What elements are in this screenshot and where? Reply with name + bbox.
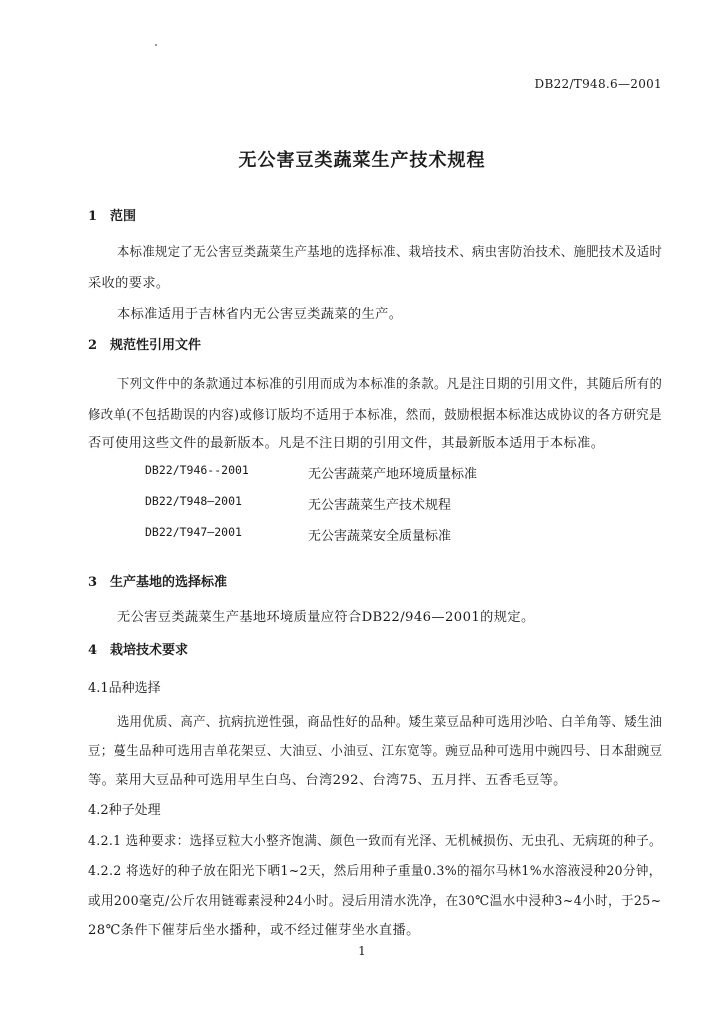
reference-code: DB22/T948—2001 <box>145 494 242 508</box>
page-title: 无公害豆类蔬菜生产技术规程 <box>238 150 486 171</box>
subsection-4-1-heading: 4.1品种选择 <box>88 681 161 696</box>
paragraph-line: 豆；蔓生品种可选用吉单花架豆、大油豆、小油豆、江东宽等。豌豆品种可选用中豌四号、日本甜豌豆 <box>88 744 663 759</box>
paragraph-line: 选用优质、高产、抗病抗逆性强，商品性好的品种。矮生菜豆品种可选用沙哈、白羊角等、矮生油 <box>117 715 663 730</box>
section-number: 3 <box>88 575 98 590</box>
section-title: 规范性引用文件 <box>110 338 202 353</box>
reference-name: 无公害蔬菜安全质量标准 <box>308 529 452 544</box>
section-2-heading <box>88 334 201 353</box>
reference-code: DB22/T947—2001 <box>145 525 242 539</box>
section-number: 4 <box>88 643 98 658</box>
paragraph-line: 采收的要求。 <box>88 276 170 291</box>
page-number: 1 <box>358 944 366 958</box>
scan-speck <box>155 44 157 46</box>
paragraph-line: 4.2.1 选种要求：选择豆粒大小整齐饱满、颜色一致而有光泽、无机械损伤、无虫孔、无病斑的种子。 <box>88 834 662 849</box>
document-code: DB22/T948.6—2001 <box>534 77 662 91</box>
section-title: 栽培技术要求 <box>110 643 189 658</box>
paragraph-line: 本标准适用于吉林省内无公害豆类蔬菜的生产。 <box>117 307 403 322</box>
paragraph-line: 本标准规定了无公害豆类蔬菜生产基地的选择标准、栽培技术、病虫害防治技术、施肥技术及适时 <box>117 245 663 260</box>
section-title: 范围 <box>110 209 137 224</box>
paragraph-line: 28℃条件下催芽后坐水播种，或不经过催芽坐水直播。 <box>88 923 420 938</box>
section-number: 2 <box>88 338 98 353</box>
reference-name: 无公害蔬菜产地环境质量标准 <box>308 467 478 482</box>
reference-name: 无公害蔬菜生产技术规程 <box>308 498 452 513</box>
paragraph-line: 等。菜用大豆品种可选用早生白鸟、台湾292、台湾75、五月拌、五香毛豆等。 <box>88 773 567 788</box>
section-number: 1 <box>88 209 98 224</box>
subsection-4-2-heading: 4.2种子处理 <box>88 803 161 818</box>
section-title: 生产基地的选择标准 <box>110 575 228 590</box>
section-4-heading <box>88 639 188 658</box>
paragraph-line: 否可使用这些文件的最新版本。凡是不注日期的引用文件，其最新版本适用于本标准。 <box>88 436 605 451</box>
paragraph-line: 或用200毫克/公斤农用链霉素浸种24小时。浸后用清水洗净，在30℃温水中浸种3~4小时，于25~ <box>88 894 662 909</box>
paragraph-line: 4.2.2 将选好的种子放在阳光下晒1~2天，然后用种子重量0.3%的福尔马林1%水溶液浸种20分钟， <box>88 864 662 879</box>
paragraph-line: 下列文件中的条款通过本标准的引用而成为本标准的条款。凡是注日期的引用文件，其随后所有的 <box>117 377 663 392</box>
reference-code: DB22/T946--2001 <box>145 463 249 477</box>
paragraph-line: 修改单(不包括勘误的内容)或修订版均不适用于本标准，然而，鼓励根据本标准达成协议的各方研究是 <box>88 408 662 423</box>
paragraph-line: 无公害豆类蔬菜生产基地环境质量应符合DB22/946—2001的规定。 <box>117 610 535 625</box>
section-3-heading <box>88 571 227 590</box>
section-1-heading <box>88 205 136 224</box>
